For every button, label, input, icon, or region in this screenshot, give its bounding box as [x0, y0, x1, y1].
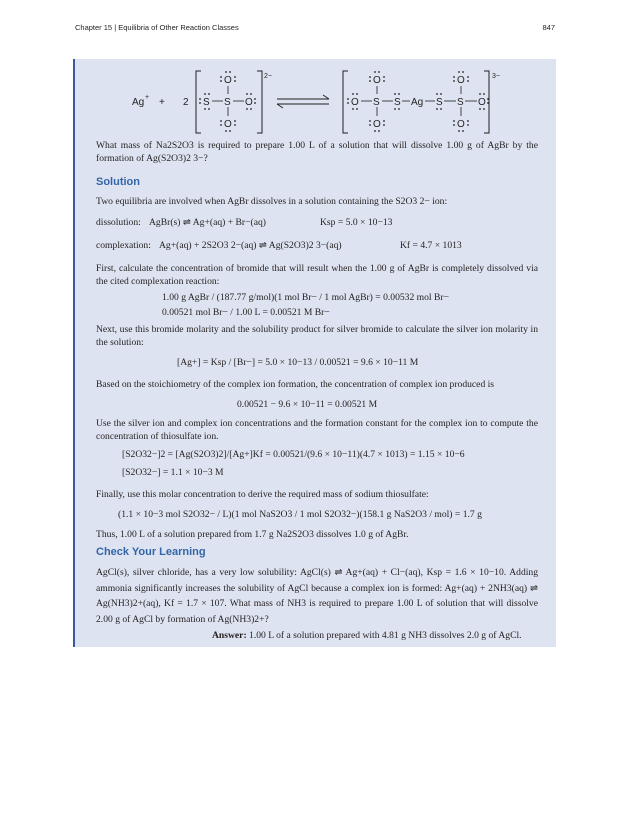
- step4-text: Use the silver ion and complex ion concentrations and the formation constant for the complex ion to compute the concentration of thiosulfate ion.: [96, 418, 538, 442]
- check-learning-text: AgCl(s), silver chloride, has a very low solubility: AgCl(s) ⇌ Ag+(aq) + Cl−(aq), Ksp = 1.6 × 10−10. Adding ammonia significantly increases the solubility of AgCl because a complex ion is formed: Ag+(aq) + 2NH3(aq) ⇌ Ag(NH3)2+(aq), Kf = 1.7 × 107. What mass of NH3 is required to prepare 1.00 L of solution that will dissolve 2.00 g of AgCl by formation of Ag(NH3)2+?: [96, 567, 538, 625]
- lewis-structure-diagram: [75, 59, 558, 139]
- svg-text:O: O: [224, 119, 232, 130]
- svg-text:S: S: [394, 97, 401, 108]
- svg-text:O: O: [373, 75, 381, 86]
- svg-text:S: S: [203, 97, 210, 108]
- plus-sign: +: [159, 97, 165, 108]
- calc1b: 0.00521 mol Br− / 1.00 L = 0.00521 M Br−: [162, 307, 330, 318]
- thiosulfate-ion: [199, 71, 256, 132]
- reactant-charge: 2−: [264, 73, 272, 80]
- coefficient: 2: [183, 97, 189, 108]
- check-learning-heading: Check Your Learning: [96, 546, 206, 558]
- step5-text: Finally, use this molar concentration to derive the required mass of sodium thiosulfate:: [96, 489, 429, 500]
- answer-text: 1.00 L of a solution prepared with 4.81 g NH3 dissolves 2.0 g of AgCl.: [249, 630, 522, 641]
- step1-text: First, calculate the concentration of bromide that will result when the 1.00 g of AgBr is completely dissolved via the cited complexation reaction:: [96, 263, 538, 287]
- calc2: [Ag+] = Ksp / [Br−] = 5.0 × 10−13 / 0.00521 = 9.6 × 10−11 M: [177, 357, 419, 368]
- step3-text: Based on the stoichiometry of the complex ion formation, the concentration of complex ion produced is: [96, 379, 495, 390]
- svg-text:O: O: [457, 119, 465, 130]
- svg-text:O: O: [351, 97, 359, 108]
- step2-text: Next, use this bromide molarity and the solubility product for silver bromide to calculate the silver ion molarity in the solution:: [96, 324, 538, 348]
- svg-text:S: S: [373, 97, 380, 108]
- product-charge: 3−: [492, 73, 500, 80]
- question-text: What mass of Na2S2O3 is required to prepare 1.00 L of a solution that will dissolve 1.00 g of AgBr by the formation of Ag(S2O3)2 3−?: [96, 140, 538, 164]
- svg-text:O: O: [224, 75, 232, 86]
- calc4b: [S2O32−] = 1.1 × 10−3 M: [122, 467, 224, 478]
- ag-charge: +: [145, 94, 150, 101]
- solution-heading: Solution: [96, 176, 140, 188]
- svg-text:S: S: [436, 97, 443, 108]
- svg-text:S: S: [224, 97, 231, 108]
- calc3: 0.00521 − 9.6 × 10−11 = 0.00521 M: [237, 399, 378, 410]
- svg-text:O: O: [478, 97, 486, 108]
- silver-thiosulfate-complex: [347, 71, 489, 132]
- answer-label: Answer:: [212, 630, 247, 641]
- dissolution-equation: AgBr(s) ⇌ Ag+(aq) + Br−(aq): [149, 217, 266, 228]
- svg-text:O: O: [245, 97, 253, 108]
- page-number: 847: [542, 23, 555, 32]
- dissolution-ksp: Ksp = 5.0 × 10−13: [320, 217, 393, 228]
- svg-text:O: O: [373, 119, 381, 130]
- page-header: [75, 23, 555, 35]
- calc1a: 1.00 g AgBr / (187.77 g/mol)(1 mol Br− / 1 mol AgBr) = 0.00532 mol Br−: [162, 292, 449, 303]
- calc4a: [S2O32−]2 = [Ag(S2O3)2]/[Ag+]Kf = 0.00521/(9.6 × 10−11)(4.7 × 1013) = 1.15 × 10−6: [122, 449, 465, 460]
- ag-ion: Ag: [132, 97, 145, 108]
- answer-line: [212, 629, 522, 642]
- complexation-label: complexation:: [96, 240, 151, 251]
- svg-text:Ag: Ag: [411, 97, 424, 108]
- example-box: [73, 59, 556, 647]
- dissolution-label: dissolution:: [96, 217, 141, 228]
- svg-text:S: S: [457, 97, 464, 108]
- conclusion-text: Thus, 1.00 L of a solution prepared from 1.7 g Na2S2O3 dissolves 1.0 g of AgBr.: [96, 529, 409, 540]
- chapter-title: Chapter 15 | Equilibria of Other Reaction Classes: [75, 23, 239, 32]
- equilibrium-arrow: [277, 95, 329, 108]
- complexation-equation: Ag+(aq) + 2S2O3 2−(aq) ⇌ Ag(S2O3)2 3−(aq): [159, 240, 342, 251]
- calc5: (1.1 × 10−3 mol S2O32− / L)(1 mol NaS2O3 / 1 mol S2O32−)(158.1 g NaS2O3 / mol) = 1.7 g: [118, 509, 482, 520]
- complexation-kf: Kf = 4.7 × 1013: [400, 240, 462, 251]
- svg-text:O: O: [457, 75, 465, 86]
- solution-intro: Two equilibria are involved when AgBr dissolves in a solution containing the S2O3 2− ion:: [96, 196, 448, 207]
